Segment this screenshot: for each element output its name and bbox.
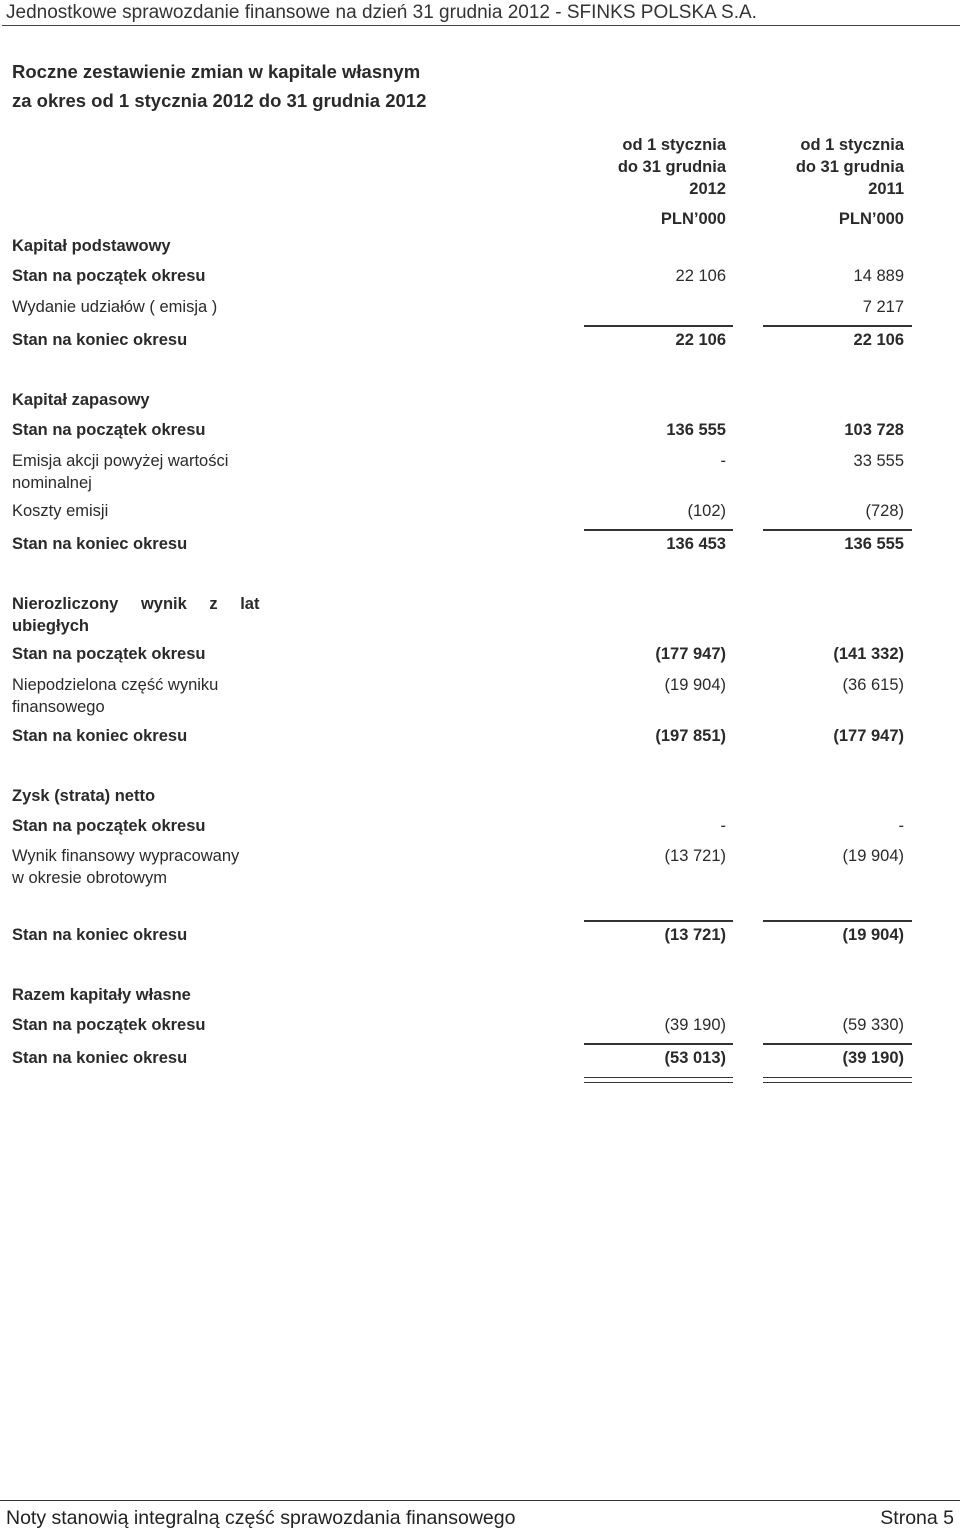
value-2012: (53 013) [664,1049,726,1067]
row-label: Stan na koniec okresu [12,535,188,553]
value-2012: (177 947) [655,645,726,663]
column-header-line1: od 1 stycznia [800,136,904,154]
subtotal-rule [763,325,912,327]
row-label: Stan na początek okresu [12,1016,206,1034]
statement-period: za okres od 1 stycznia 2012 do 31 grudnia 2012 [12,90,427,111]
value-2011: 136 555 [844,535,904,553]
statement-title: Roczne zestawienie zmian w kapitale własnym [12,61,421,82]
unit-label-2011: PLN’000 [838,210,904,228]
row-label-line2: finansowego [12,698,105,716]
row-label: Stan na początek okresu [12,421,206,439]
row-label-line2: w okresie obrotowym [12,869,167,887]
row-label: Stan na koniec okresu [12,727,188,745]
row-label-line2: nominalnej [12,474,92,492]
section-heading-razem-kapitaly: Razem kapitały własne [12,986,191,1004]
subtotal-rule [763,529,912,531]
value-2011: (141 332) [833,645,904,663]
section-heading-kapital-zapasowy: Kapitał zapasowy [12,391,150,409]
unit-label-2012: PLN’000 [660,210,726,228]
column-header-year: 2011 [868,180,904,198]
value-2012: 136 555 [666,421,726,439]
row-label: Stan na koniec okresu [12,331,188,349]
footer-rule [0,1500,960,1501]
subtotal-rule [763,1043,912,1045]
row-label: Stan na koniec okresu [12,1049,188,1067]
subtotal-rule [584,1043,733,1045]
value-2011: 22 106 [853,331,904,349]
value-2012: (13 721) [664,926,726,944]
row-label: Stan na początek okresu [12,645,206,663]
page-number: Strona 5 [880,1507,954,1529]
column-header-2011 [724,134,904,200]
row-label [12,845,239,889]
value-2011: 103 728 [844,421,904,439]
row-label [12,450,228,494]
total-double-rule [584,1077,733,1083]
total-double-rule [763,1077,912,1083]
value-2011: (19 904) [842,926,904,944]
subtotal-rule [584,325,733,327]
column-header-line2: do 31 grudnia [617,158,726,176]
value-2012: - [720,817,726,835]
value-2012: (39 190) [664,1016,726,1034]
section-heading-line1: Nierozliczony wynik z lat [12,595,260,613]
row-label: Stan na koniec okresu [12,926,188,944]
value-2011: 14 889 [853,267,904,285]
value-2011: 7 217 [862,298,904,316]
subtotal-rule [584,920,733,922]
row-label: Stan na początek okresu [12,267,206,285]
column-header-line2: do 31 grudnia [795,158,904,176]
column-header-2012 [546,134,726,200]
value-2012: (13 721) [664,847,726,865]
row-label [12,674,218,718]
row-label-line1: Emisja akcji powyżej wartości [12,452,229,470]
value-2012: (197 851) [655,727,726,745]
row-label-line1: Wynik finansowy wypracowany [12,847,240,865]
footer-note: Noty stanowią integralną część sprawozdania finansowego [6,1507,516,1529]
column-header-line1: od 1 stycznia [622,136,726,154]
document-header: Jednostkowe sprawozdanie finansowe na dzień 31 grudnia 2012 - SFINKS POLSKA S.A. [6,2,757,23]
value-2012: - [720,452,726,470]
value-2011: (36 615) [842,676,904,694]
section-heading-nierozliczony-wynik [12,593,259,637]
section-heading-kapital-podstawowy: Kapitał podstawowy [12,237,171,255]
column-header-year: 2012 [689,180,726,198]
row-label: Wydanie udziałów ( emisja ) [12,298,218,316]
value-2011: - [898,817,904,835]
subtotal-rule [584,529,733,531]
section-heading-zysk-strata: Zysk (strata) netto [12,787,156,805]
subtotal-rule [763,920,912,922]
value-2012: (19 904) [664,676,726,694]
row-label: Koszty emisji [12,502,109,520]
value-2012: (102) [687,502,726,520]
value-2011: (19 904) [842,847,904,865]
value-2011: (59 330) [842,1016,904,1034]
value-2012: 22 106 [675,267,726,285]
header-rule [2,25,960,26]
section-heading-line2: ubiegłych [12,617,90,635]
value-2011: (728) [865,502,904,520]
value-2011: (39 190) [842,1049,904,1067]
value-2012: 136 453 [666,535,726,553]
value-2011: (177 947) [833,727,904,745]
row-label-line1: Niepodzielona część wyniku [12,676,219,694]
value-2011: 33 555 [853,452,904,470]
row-label: Stan na początek okresu [12,817,206,835]
value-2012: 22 106 [675,331,726,349]
